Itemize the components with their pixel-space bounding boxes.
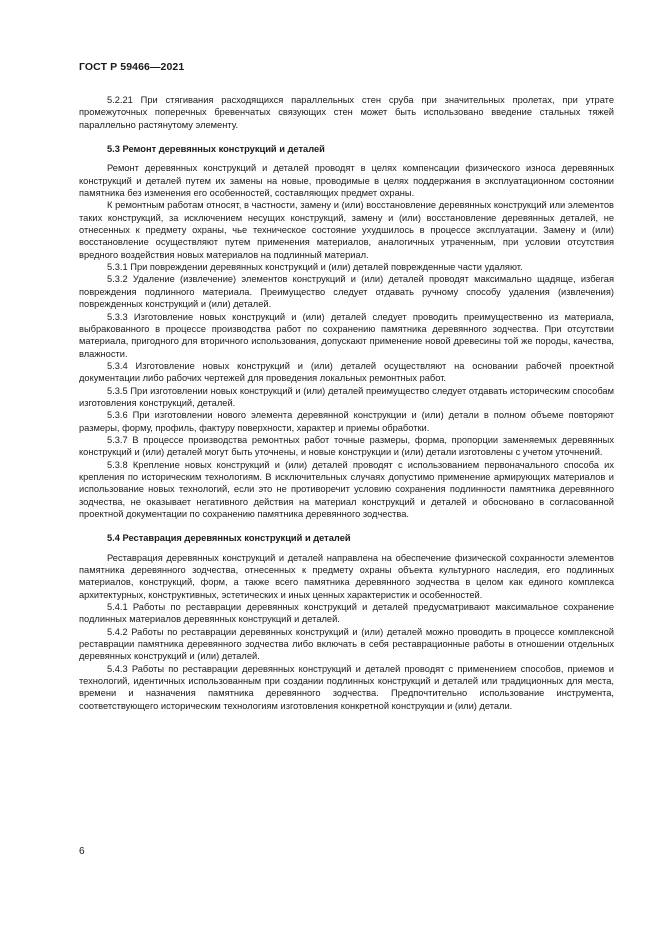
paragraph-5-3-3: 5.3.3 Изготовление новых конструкций и (или) деталей следует проводить преимущественно из материала, выбракованного в процессе производства работ по сохранению памятника деревянного зодчества. При отсутствии материала, пригодного для вторичного использования, допускают применение новой древесины той же породы, качества, влажности.	[79, 311, 614, 359]
paragraph-5-3-6: 5.3.6 При изготовлении нового элемента деревянной конструкции и (или) детали в полном объеме повторяют размеры, форму, профиль, фактуру поверхности, характер и приемы обработки.	[79, 410, 614, 433]
paragraph-5-3-7: 5.3.7 В процессе производства ремонтных работ точные размеры, форма, пропорции заменяемых деревянных конструкций и (или) деталей могут быть уточнены, и новые конструкции и (или) детали изготовлены с учетом уточнений.	[79, 434, 614, 458]
paragraph: Реставрация деревянных конструкций и деталей направлена на обеспечение физической сохранности элементов памятника деревянного зодчества, отнесенных к предмету охраны объекта культурного наследия, его подлинных материалов, конструкций, форм, а также всего памятника деревянного зодчества в целом как единого комплекса архитектурных, конструктивных, эстетических и иных ценных характеристик и особенностей.	[79, 552, 614, 600]
section-heading-5-4: 5.4 Реставрация деревянных конструкций и деталей	[107, 533, 351, 544]
paragraph: К ремонтным работам относят, в частности, замену и (или) восстановление деревянных конструкций или элементов таких конструкций, за исключением несущих конструкций, замену и (или) восстановление деревянных деталей, не отнесенных к предмету охраны, чье техническое состояние ухудшилось в процессе эксплуатации. Замену и (или) восстановление осуществляют путем применения материалов, аналогичных утраченным, при условии отсутствия вредного воздействия новых материалов на подлинный материал.	[79, 200, 614, 260]
paragraph-5-3-8: 5.3.8 Крепление новых конструкций и (или) деталей проводят с использованием первоначального способа их крепления по историческим технологиям. В исключительных случаях допустимо применение армирующих материалов и использование новых технологий, если это не противоречит условию сохранения подлинности памятника деревянного зодчества, не оказывает негативного действия на материал конструкций и деталей и обосновано в согласованной проектной документации по сохранению памятника деревянного зодчества.	[79, 459, 614, 519]
paragraph-5-3-5: 5.3.5 При изготовлении новых конструкций и (или) деталей преимущество следует отдавать историческим способам изготовления конструкций, деталей.	[79, 385, 614, 408]
paragraph-5-3-2: 5.3.2 Удаление (извлечение) элементов конструкций и (или) деталей проводят максимально щадяще, избегая повреждения подлинного материала. Преимущество следует отдавать ручному способу удаления (извлечения) поврежденных конструкций и (или) деталей.	[79, 274, 614, 310]
paragraph-5-4-1: 5.4.1 Работы по реставрации деревянных конструкций и деталей предусматривают максимальное сохранение подлинных материалов деревянных конструкций и деталей.	[79, 602, 614, 625]
document-header: ГОСТ Р 59466—2021	[79, 61, 185, 73]
paragraph: Ремонт деревянных конструкций и деталей проводят в целях компенсации физического износа деревянных конструкций и деталей путем их замены на новые, проводимые в целях поддержания в эксплуатационном состоянии памятника без изменения его особенностей, составляющих предмет охраны.	[79, 163, 614, 199]
paragraph-5-2-21: 5.2.21 При стягивания расходящихся параллельных стен сруба при значительных пролетах, при утрате промежуточных поперечных бревенчатых связующих стен может быть использовано введение стальных тяжей параллельно растянутому элементу.	[79, 95, 614, 130]
section-heading-5-3: 5.3 Ремонт деревянных конструкций и деталей	[107, 144, 325, 155]
document-body	[79, 94, 614, 712]
page-number: 6	[79, 846, 85, 857]
paragraph-5-4-2: 5.4.2 Работы по реставрации деревянных конструкций и (или) деталей можно проводить в процессе комплексной реставрации памятника деревянного зодчества либо включать в себя реставрационные работы в отношении отдельных деревянных конструкций и (или) деталей.	[79, 626, 614, 662]
paragraph-5-3-4: 5.3.4 Изготовление новых конструкций и (или) деталей осуществляют на основании рабочей проектной документации либо рабочих чертежей для проведения локальных ремонтных работ.	[79, 360, 614, 384]
paragraph-5-4-3: 5.4.3 Работы по реставрации деревянных конструкций и деталей проводят с применением способов, приемов и технологий, идентичных использованным при создании подлинных конструкций и деталей или традиционных для места, времени и назначения памятника деревянного зодчества. Предпочтительно использование инструмента, соответствующего историческим технологиям изготовления конкретной конструкции и (или) детали.	[79, 663, 614, 711]
paragraph-5-3-1: 5.3.1 При повреждении деревянных конструкций и (или) деталей поврежденные части удаляют.	[107, 262, 523, 273]
